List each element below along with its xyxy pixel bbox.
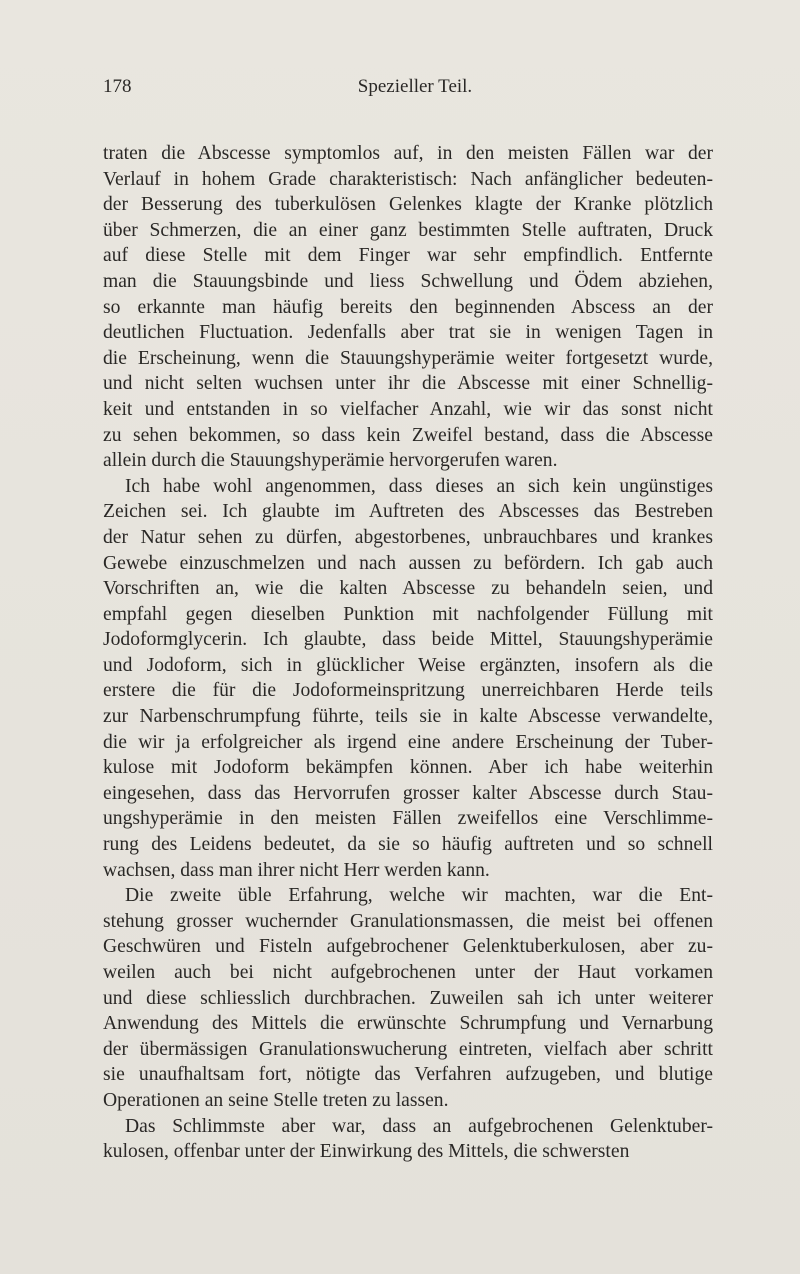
paragraph xyxy=(103,474,713,884)
text-line: Zeichen sei. Ich glaubte im Auftreten des Abscesses das Bestreben xyxy=(103,501,713,523)
text-line: der Natur sehen zu dürfen, abgestorbenes, unbrauchbares und krankes xyxy=(103,526,713,548)
text-line: so erkannte man häufig bereits den beginnenden Abscess an der xyxy=(103,296,713,318)
text-line: zur Narbenschrumpfung führte, teils sie in kalte Abscesse verwandelte, xyxy=(103,706,713,728)
text-line: und diese schliesslich durchbrachen. Zuweilen sah ich unter weiterer xyxy=(103,987,713,1009)
text-line: zu sehen bekommen, so dass kein Zweifel bestand, dass die Abscesse xyxy=(103,424,713,446)
text-line: Anwendung des Mittels die erwünschte Schrumpfung und Vernarbung xyxy=(103,1013,713,1035)
page-number: 178 xyxy=(103,76,132,97)
text-line: Jodoformglycerin. Ich glaubte, dass beide Mittel, Stauungshyperämie xyxy=(103,629,713,651)
text-line: allein durch die Stauungshyperämie hervorgerufen waren. xyxy=(103,450,558,472)
text-line: keit und entstanden in so vielfacher Anzahl, wie wir das sonst nicht xyxy=(103,398,713,420)
paragraph xyxy=(103,883,713,1113)
text-line: Die zweite üble Erfahrung, welche wir machten, war die Ent- xyxy=(125,885,713,907)
text-line: weilen auch bei nicht aufgebrochenen unter der Haut vorkamen xyxy=(103,962,713,983)
running-title: Spezieller Teil. xyxy=(357,76,473,97)
text-line: und nicht selten wuchsen unter ihr die Abscesse mit einer Schnellig- xyxy=(103,373,713,395)
paragraph xyxy=(103,1114,713,1165)
text-line: die wir ja erfolgreicher als irgend eine andere Erscheinung der Tuber- xyxy=(103,731,713,753)
text-line: Das Schlimmste aber war, dass an aufgebrochenen Gelenktuber- xyxy=(125,1115,713,1137)
page-header xyxy=(0,76,800,106)
text-line: rung des Leidens bedeutet, da sie so häufig auftreten und so schnell xyxy=(103,834,713,856)
text-line: die Erscheinung, wenn die Stauungshyperämie weiter fortgesetzt wurde, xyxy=(103,347,713,369)
text-line: empfahl gegen dieselben Punktion mit nachfolgender Füllung mit xyxy=(103,603,713,625)
text-line: der übermässigen Granulationswucherung eintreten, vielfach aber schritt xyxy=(103,1038,713,1060)
text-line: traten die Abscesse symptomlos auf, in den meisten Fällen war der xyxy=(103,143,713,164)
text-line: kulose mit Jodoform bekämpfen können. Aber ich habe weiterhin xyxy=(103,757,713,779)
text-line: stehung grosser wuchernder Granulationsmassen, die meist bei offenen xyxy=(103,910,713,932)
text-line: über Schmerzen, die an einer ganz bestimmten Stelle auftraten, Druck xyxy=(103,219,713,241)
text-line: wachsen, dass man ihrer nicht Herr werden kann. xyxy=(103,859,490,881)
text-line: eingesehen, dass das Hervorrufen grosser kalter Abscesse durch Stau- xyxy=(103,782,713,804)
text-line: und Jodoform, sich in glücklicher Weise ergänzten, insofern als die xyxy=(103,654,713,676)
text-line: erstere die für die Jodoformeinspritzung unerreichbaren Herde teils xyxy=(103,680,713,702)
text-line: Verlauf in hohem Grade charakteristisch: Nach anfänglicher bedeuten- xyxy=(103,168,713,190)
text-line: man die Stauungsbinde und liess Schwellung und Ödem abziehen, xyxy=(103,270,713,292)
text-line: auf diese Stelle mit dem Finger war sehr empfindlich. Entfernte xyxy=(103,245,713,267)
text-line: kulosen, offenbar unter der Einwirkung des Mittels, die schwersten xyxy=(103,1141,630,1163)
text-line: Vorschriften an, wie die kalten Abscesse zu behandeln seien, und xyxy=(103,578,713,600)
text-line: Geschwüren und Fisteln aufgebrochener Gelenktuberkulosen, aber zu- xyxy=(103,936,713,958)
text-line: der Besserung des tuberkulösen Gelenkes klagte der Kranke plötzlich xyxy=(103,194,713,216)
body-text xyxy=(103,141,713,1165)
text-line: ungshyperämie in den meisten Fällen zweifellos eine Verschlimme- xyxy=(103,808,713,830)
text-line: sie unaufhaltsam fort, nötigte das Verfahren aufzugeben, und blutige xyxy=(103,1064,713,1086)
text-line: Operationen an seine Stelle treten zu lassen. xyxy=(103,1089,449,1111)
paragraph xyxy=(103,141,713,474)
text-line: Ich habe wohl angenommen, dass dieses an sich kein ungünstiges xyxy=(125,475,713,497)
text-line: Gewebe einzuschmelzen und nach aussen zu befördern. Ich gab auch xyxy=(103,552,713,574)
text-line: deutlichen Fluctuation. Jedenfalls aber trat sie in wenigen Tagen in xyxy=(103,322,713,344)
